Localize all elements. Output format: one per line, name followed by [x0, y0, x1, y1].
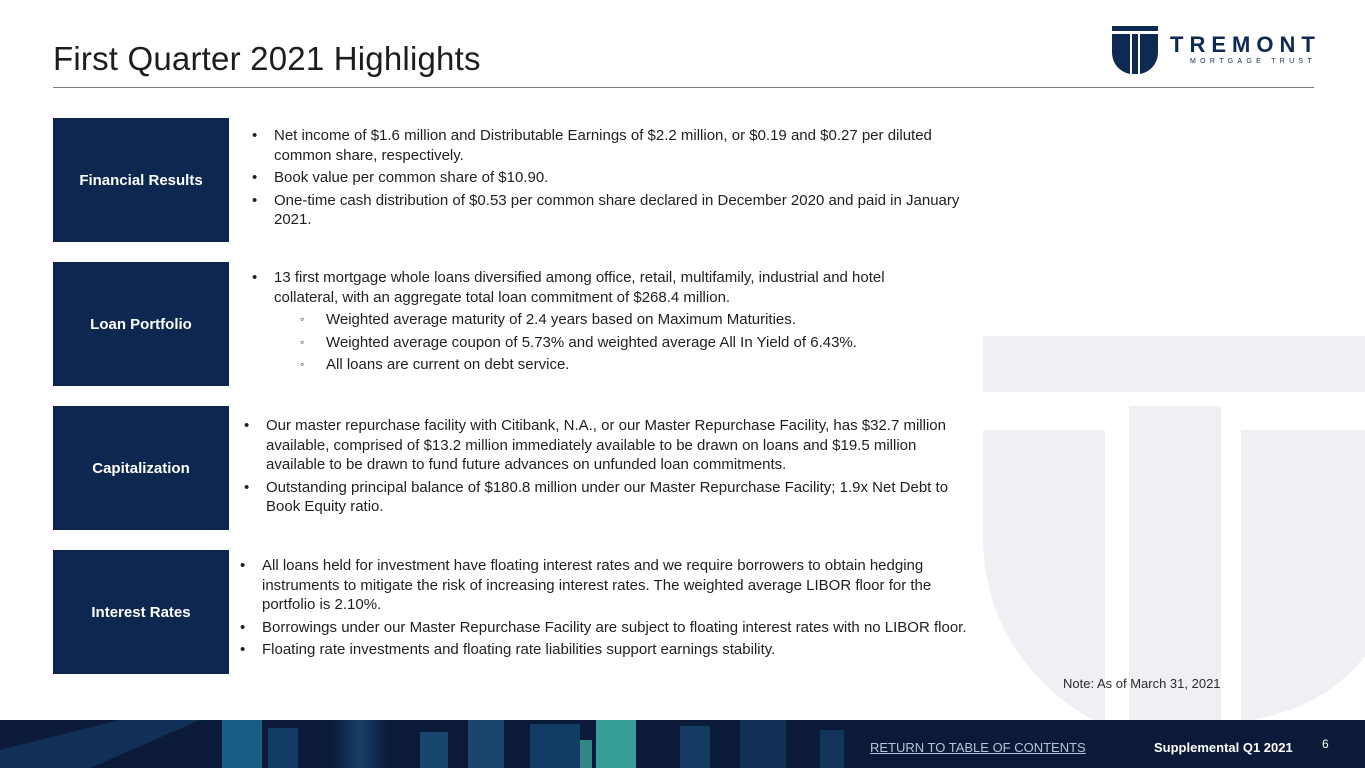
footnote: Note: As of March 31, 2021 [1063, 676, 1221, 691]
bullet-item: • 13 first mortgage whole loans diversified among office, retail, multifamily, industrial and hotel collateral, with an aggregate total loan commitment of $268.4 million. [252, 268, 952, 307]
sub-bullet-item: ◦ All loans are current on debt service. [252, 355, 952, 375]
loan-portfolio-content [252, 268, 952, 378]
bullet-item: • Floating rate investments and floating rate liabilities support earnings stability. [240, 640, 985, 660]
bullet-item: • Book value per common share of $10.90. [252, 168, 962, 188]
logo-wordmark: TREMONT [1170, 32, 1321, 57]
tremont-t-shield-icon [1112, 26, 1158, 74]
sub-bullet-item: ◦ Weighted average maturity of 2.4 years based on Maximum Maturities. [252, 310, 952, 330]
section-label: Capitalization [92, 459, 190, 477]
label-financial-results [53, 118, 229, 242]
page-title: First Quarter 2021 Highlights [53, 40, 481, 77]
bullet-item: • Our master repurchase facility with Citibank, N.A., or our Master Repurchase Facility, has $32.7 million available, comprised of $13.2 million immediately available to be drawn on loans and $19.5 million available to be drawn to fund future advances on unfunded loan commitments. [244, 416, 974, 475]
section-label: Interest Rates [91, 603, 191, 621]
watermark-t-icon [983, 336, 1365, 720]
supplemental-label: Supplemental Q1 2021 [1154, 740, 1293, 755]
bullet-item: • One-time cash distribution of $0.53 per common share declared in December 2020 and paid in January 2021. [252, 191, 962, 230]
bullet-item: • Borrowings under our Master Repurchase Facility are subject to floating interest rates with no LIBOR floor. [240, 618, 985, 638]
label-loan-portfolio [53, 262, 229, 386]
financial-results-content [252, 126, 962, 233]
bullet-item: • Outstanding principal balance of $180.8 million under our Master Repurchase Facility; 1.9x Net Debt to Book Equity ratio. [244, 478, 974, 517]
title-divider [53, 87, 1314, 88]
capitalization-content [244, 416, 974, 520]
section-label: Financial Results [79, 171, 203, 189]
sub-bullet-item: ◦ Weighted average coupon of 5.73% and weighted average All In Yield of 6.43%. [252, 333, 952, 353]
bullet-item: • Net income of $1.6 million and Distributable Earnings of $2.2 million, or $0.19 and $0.27 per diluted common share, respectively. [252, 126, 962, 165]
return-to-toc-link[interactable]: RETURN TO TABLE OF CONTENTS [870, 740, 1086, 755]
interest-rates-content [240, 556, 985, 663]
page-number: 6 [1322, 737, 1329, 751]
bullet-item: • All loans held for investment have floating interest rates and we require borrowers to obtain hedging instruments to mitigate the risk of increasing interest rates. The weighted average LIBOR floor for the portfolio is 2.10%. [240, 556, 985, 615]
tremont-logo [1112, 26, 1321, 76]
label-capitalization [53, 406, 229, 530]
section-label: Loan Portfolio [90, 315, 192, 333]
footer-bar [0, 720, 1365, 768]
logo-subtitle: MORTGAGE TRUST [1190, 58, 1317, 65]
label-interest-rates [53, 550, 229, 674]
